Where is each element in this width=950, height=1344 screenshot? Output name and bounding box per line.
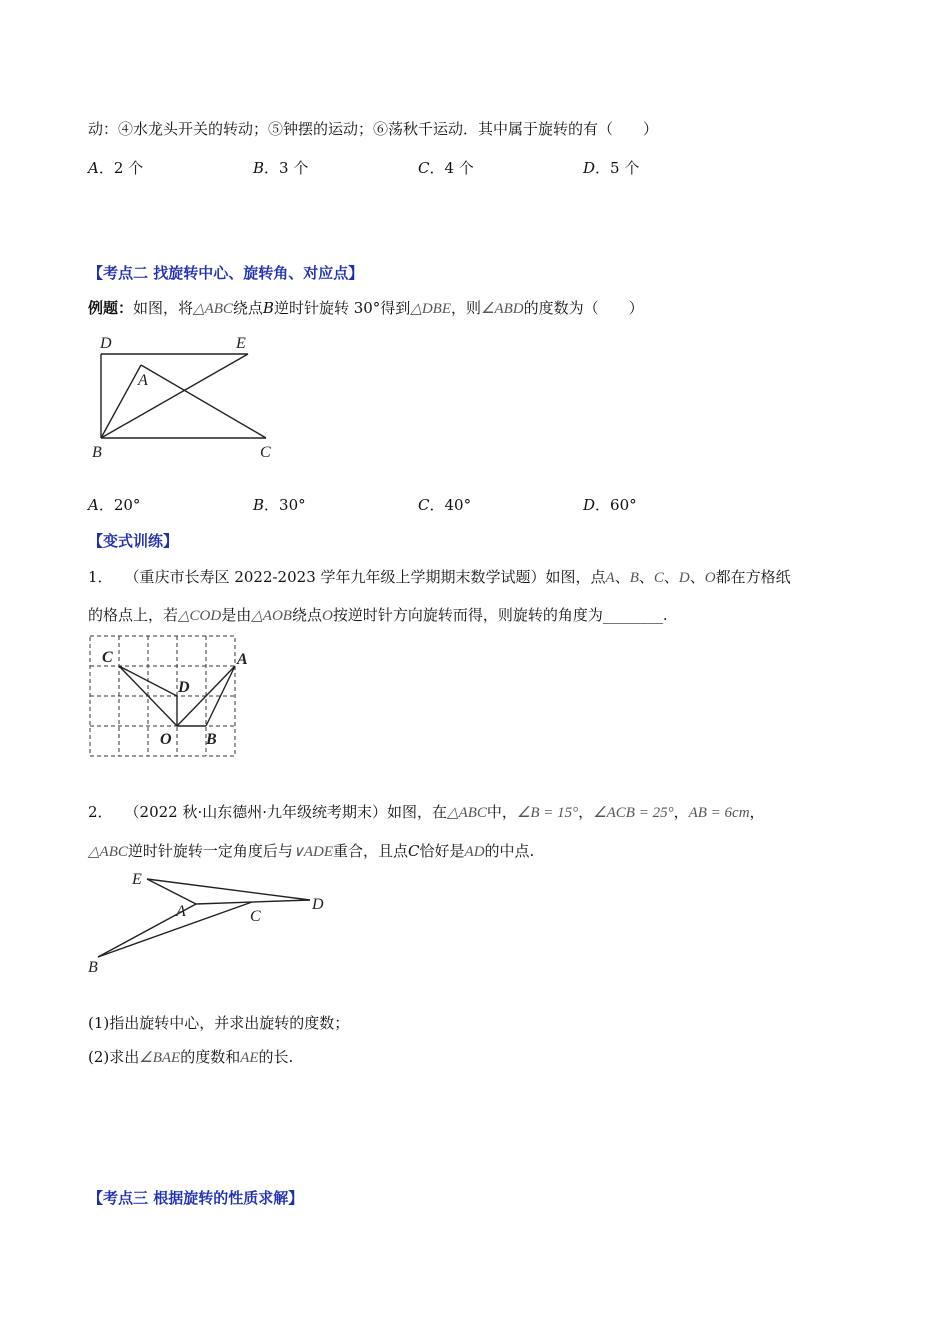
- grid-label-b: B: [206, 731, 217, 748]
- triangle-figure: [84, 866, 344, 978]
- grid-label-a: A: [237, 651, 248, 668]
- label-e: E: [236, 335, 246, 352]
- option-c: C．4 个: [418, 159, 474, 177]
- option-d: D．5 个: [583, 159, 640, 177]
- variant-heading: 【变式训练】: [88, 532, 179, 550]
- label-d: D: [100, 335, 112, 352]
- q2-line2: △ABC逆时针旋转一定角度后与∨ADE重合，且点C恰好是AD的中点.: [88, 842, 535, 860]
- segment-ad: [196, 900, 310, 904]
- q2-line1: 2． （2022 秋·山东德州·九年级统考期末）如图，在△ABC中，∠B = 15°，∠ACB = 25°，AB = 6cm，: [88, 803, 765, 821]
- grid-figure: [84, 632, 248, 762]
- segment-ed: [147, 879, 310, 900]
- tri-label-a: A: [176, 903, 186, 920]
- q2-sub1: (1)指出旋转中心，并求出旋转的度数；: [88, 1014, 350, 1032]
- q2-sub2: (2)求出∠BAE的度数和AE的长.: [88, 1048, 294, 1066]
- label-a: A: [138, 372, 148, 389]
- grid-label-o: O: [160, 731, 172, 748]
- grid-label-d: D: [178, 679, 190, 696]
- segment-bc2: [98, 902, 252, 957]
- question-line: 动：④水龙头开关的转动；⑤钟摆的运动；⑥荡秋千运动．其中属于旋转的有（ ）: [88, 120, 659, 138]
- tri-label-b: B: [88, 959, 98, 976]
- segment-cd: [119, 666, 177, 696]
- segment-be: [101, 354, 248, 438]
- segment-ac: [141, 365, 266, 438]
- option-a: A．2 个: [88, 159, 144, 177]
- q1-line1: 1． （重庆市长寿区 2022-2023 学年九年级上学期期末数学试题）如图，点A、B、C、D、O都在方格纸: [88, 568, 791, 586]
- rotation-figure: [88, 330, 288, 465]
- example-option-a: A．20°: [88, 496, 141, 514]
- example-option-c: C．40°: [418, 496, 472, 514]
- section3-heading: 【考点三 根据旋转的性质求解】: [88, 1189, 304, 1207]
- label-b: B: [92, 444, 102, 461]
- example-option-d: D．60°: [583, 496, 637, 514]
- option-b: B．3 个: [253, 159, 309, 177]
- section-heading: 【考点二 找旋转中心、旋转角、对应点】: [88, 264, 364, 282]
- example-option-b: B．30°: [253, 496, 306, 514]
- tri-label-e: E: [132, 871, 142, 888]
- tri-label-d: D: [312, 896, 324, 913]
- label-c: C: [260, 444, 271, 461]
- example-question: 例题：如图，将△ABC绕点B逆时针旋转 30°得到△DBE，则∠ABD的度数为（ ）: [88, 299, 644, 317]
- grid-label-c: C: [102, 649, 113, 666]
- tri-label-c: C: [250, 908, 261, 925]
- q1-line2: 的格点上，若△COD是由△AOB绕点O按逆时针方向旋转而得，则旋转的角度为________.: [88, 606, 668, 624]
